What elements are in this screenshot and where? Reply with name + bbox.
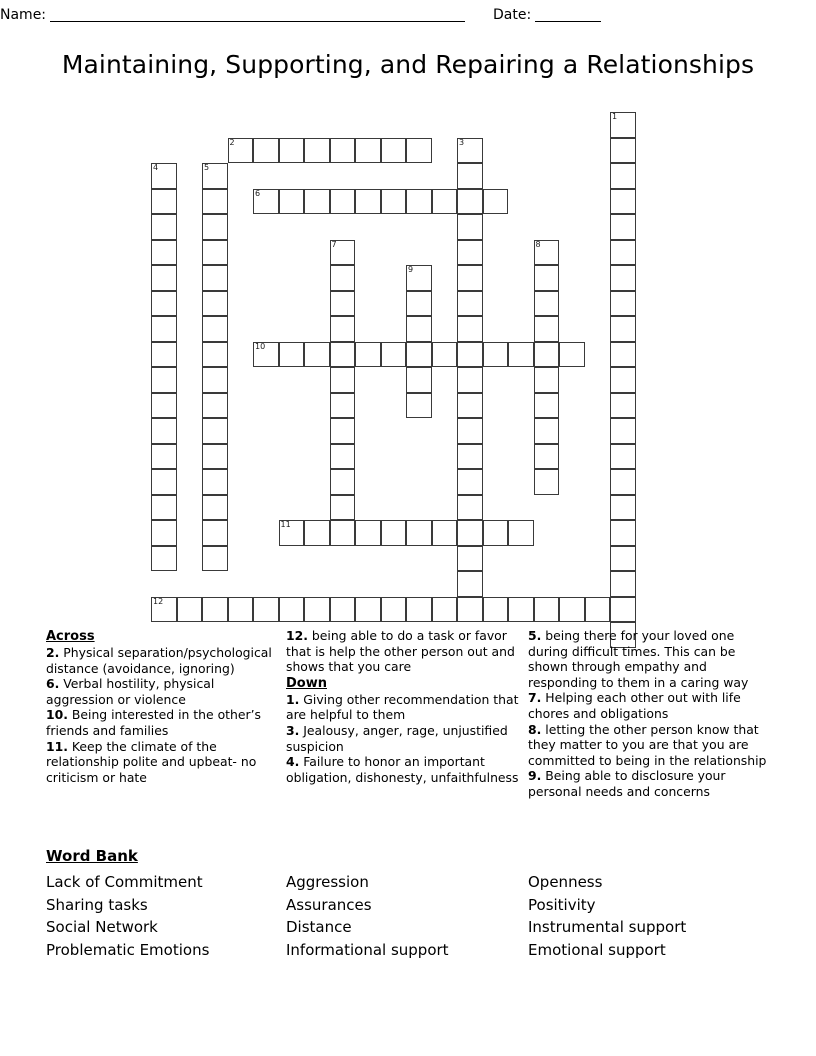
word-bank-item: Aggression	[286, 873, 369, 891]
crossword-cell[interactable]	[355, 138, 381, 164]
crossword-grid[interactable]	[151, 112, 651, 632]
crossword-cell[interactable]	[457, 520, 483, 546]
date-write-line[interactable]	[535, 9, 601, 22]
word-bank-item: Lack of Commitment	[46, 873, 203, 891]
crossword-cell[interactable]	[330, 520, 356, 546]
clues-column-1	[46, 628, 281, 785]
crossword-cell[interactable]	[381, 189, 407, 215]
clue-down: 9. Being able to disclosure your personal needs and concerns	[528, 768, 726, 799]
crossword-cell[interactable]	[610, 163, 636, 189]
clue-down: 8. letting the other person know that they matter to you are that you are committed to being in the relationship	[528, 721, 767, 768]
crossword-cell[interactable]	[304, 342, 330, 368]
word-bank-item: Social Network	[46, 918, 158, 936]
crossword-cell[interactable]	[330, 495, 356, 521]
clue-down: 7. Helping each other out with life chores and obligations	[528, 690, 741, 721]
crossword-cell[interactable]	[355, 342, 381, 368]
crossword-cell[interactable]	[202, 163, 228, 189]
clue-across: 2. Physical separation/psychological distance (avoidance, ignoring)	[46, 645, 272, 676]
crossword-cell[interactable]	[457, 418, 483, 444]
crossword-cell[interactable]	[151, 163, 177, 189]
crossword-cell[interactable]	[610, 393, 636, 419]
crossword-cell[interactable]	[330, 342, 356, 368]
crossword-cell[interactable]	[151, 189, 177, 215]
crossword-cell[interactable]	[610, 597, 636, 623]
crossword-cell[interactable]	[610, 316, 636, 342]
crossword-cell[interactable]	[457, 367, 483, 393]
crossword-cell[interactable]	[406, 138, 432, 164]
crossword-cell[interactable]	[610, 240, 636, 266]
crossword-cell[interactable]	[610, 112, 636, 138]
clue-down: 4. Failure to honor an important obligation, dishonesty, unfaithfulness	[286, 754, 519, 785]
clue-down: 3. Jealousy, anger, rage, unjustified suspicion	[286, 722, 508, 754]
crossword-cell[interactable]	[202, 546, 228, 572]
crossword-cell[interactable]	[457, 316, 483, 342]
crossword-cell[interactable]	[279, 342, 305, 368]
clue-number: 6.	[46, 676, 60, 692]
crossword-cell[interactable]	[330, 597, 356, 623]
word-bank-item: Distance	[286, 918, 352, 936]
crossword-cell[interactable]	[202, 342, 228, 368]
name-date-row	[0, 0, 816, 30]
clue-across: 10. Being interested in the other’s friends and families	[46, 707, 261, 738]
crossword-cell[interactable]	[202, 189, 228, 215]
crossword-cell-number: 9	[408, 265, 414, 274]
crossword-cell[interactable]	[151, 367, 177, 393]
crossword-cell[interactable]	[610, 214, 636, 240]
crossword-cell[interactable]	[355, 597, 381, 623]
crossword-cell[interactable]	[534, 418, 560, 444]
crossword-cell[interactable]	[151, 418, 177, 444]
crossword-cell[interactable]	[304, 138, 330, 164]
crossword-cell[interactable]	[483, 189, 509, 215]
crossword-cell[interactable]	[151, 291, 177, 317]
crossword-cell[interactable]	[534, 291, 560, 317]
crossword-cell[interactable]	[508, 597, 534, 623]
crossword-cell[interactable]	[534, 265, 560, 291]
crossword-cell[interactable]	[202, 495, 228, 521]
clue-number: 11.	[46, 738, 68, 754]
date-label: Date:	[493, 7, 532, 23]
word-bank-item: Instrumental support	[528, 918, 687, 936]
crossword-cell[interactable]	[381, 138, 407, 164]
crossword-cell-number: 12	[153, 596, 164, 606]
crossword-cell[interactable]	[610, 571, 636, 597]
crossword-cell[interactable]	[432, 520, 458, 546]
crossword-cell[interactable]	[279, 520, 305, 546]
crossword-cell[interactable]	[534, 393, 560, 419]
crossword-cell[interactable]	[406, 316, 432, 342]
crossword-cell[interactable]	[202, 520, 228, 546]
name-write-line[interactable]	[50, 9, 465, 22]
down-heading: Down	[286, 675, 327, 691]
crossword-cell[interactable]	[585, 597, 611, 623]
crossword-cell[interactable]	[151, 214, 177, 240]
crossword-cell[interactable]	[406, 265, 432, 291]
crossword-cell[interactable]	[534, 342, 560, 368]
crossword-cell[interactable]	[610, 469, 636, 495]
crossword-cell[interactable]	[457, 189, 483, 215]
crossword-cell[interactable]	[457, 571, 483, 597]
crossword-cell[interactable]	[304, 189, 330, 215]
crossword-cell[interactable]	[202, 393, 228, 419]
crossword-cell[interactable]	[610, 495, 636, 521]
crossword-cell[interactable]	[457, 469, 483, 495]
crossword-cell[interactable]	[610, 520, 636, 546]
crossword-cell[interactable]	[279, 189, 305, 215]
crossword-cell[interactable]	[253, 342, 279, 368]
crossword-cell-number: 6	[255, 188, 261, 198]
crossword-cell-number: 7	[331, 239, 337, 249]
crossword-cell[interactable]	[228, 597, 254, 623]
crossword-cell[interactable]	[151, 265, 177, 291]
crossword-cell[interactable]	[381, 597, 407, 623]
word-bank-heading: Word Bank	[46, 847, 138, 865]
crossword-cell[interactable]	[151, 316, 177, 342]
crossword-cell[interactable]	[304, 520, 330, 546]
crossword-cell-number: 3	[459, 137, 465, 147]
crossword-cell[interactable]	[355, 189, 381, 215]
crossword-cell-number: 8	[535, 239, 541, 249]
word-bank-item: Informational support	[286, 940, 449, 959]
clue-across: 6. Verbal hostility, physical aggression or violence	[46, 676, 215, 707]
clue-number: 7.	[528, 690, 542, 706]
crossword-cell[interactable]	[330, 469, 356, 495]
crossword-cell[interactable]	[202, 316, 228, 342]
crossword-cell[interactable]	[228, 138, 254, 164]
clue-number: 3.	[286, 722, 300, 738]
crossword-cell[interactable]	[202, 265, 228, 291]
crossword-cell[interactable]	[202, 469, 228, 495]
crossword-cell[interactable]	[610, 342, 636, 368]
clue-number: 4.	[286, 754, 300, 770]
crossword-cell[interactable]	[151, 469, 177, 495]
crossword-cell[interactable]	[610, 546, 636, 572]
crossword-cell-number: 10	[255, 341, 266, 351]
crossword-cell[interactable]	[330, 138, 356, 164]
crossword-cell[interactable]	[355, 520, 381, 546]
crossword-cell[interactable]	[534, 444, 560, 470]
crossword-cell[interactable]	[610, 418, 636, 444]
crossword-cell[interactable]	[508, 520, 534, 546]
crossword-cell[interactable]	[381, 520, 407, 546]
crossword-cell[interactable]	[202, 291, 228, 317]
worksheet-title: Maintaining, Supporting, and Repairing a Relationships	[61, 50, 755, 79]
crossword-cell[interactable]	[457, 444, 483, 470]
crossword-cell[interactable]	[534, 597, 560, 623]
crossword-cell[interactable]	[151, 393, 177, 419]
crossword-cell[interactable]	[202, 418, 228, 444]
crossword-cell[interactable]	[406, 520, 432, 546]
crossword-cell[interactable]	[483, 597, 509, 623]
word-bank-item: Emotional support	[528, 940, 666, 959]
crossword-cell-number: 1	[612, 112, 618, 121]
crossword-cell[interactable]	[381, 342, 407, 368]
crossword-cell[interactable]	[330, 265, 356, 291]
clue-number: 10.	[46, 707, 68, 723]
crossword-cell[interactable]	[610, 265, 636, 291]
crossword-cell[interactable]	[534, 367, 560, 393]
crossword-cell[interactable]	[457, 597, 483, 623]
crossword-cell[interactable]	[432, 597, 458, 623]
crossword-cell[interactable]	[151, 520, 177, 546]
crossword-cell[interactable]	[330, 393, 356, 419]
crossword-cell[interactable]	[330, 316, 356, 342]
crossword-cell[interactable]	[610, 367, 636, 393]
crossword-cell-number: 5	[204, 163, 210, 172]
crossword-cell[interactable]	[457, 393, 483, 419]
clue-number: 12.	[286, 628, 308, 643]
word-bank-section	[46, 845, 776, 961]
crossword-cell[interactable]	[304, 597, 330, 623]
crossword-cell[interactable]	[406, 393, 432, 419]
crossword-cell[interactable]	[508, 342, 534, 368]
clues-column-2	[286, 628, 526, 785]
crossword-cell[interactable]	[406, 367, 432, 393]
crossword-cell[interactable]	[406, 189, 432, 215]
crossword-cell[interactable]	[151, 342, 177, 368]
crossword-cell[interactable]	[457, 163, 483, 189]
crossword-cell[interactable]	[253, 189, 279, 215]
clue-number: 5.	[528, 628, 542, 643]
crossword-cell[interactable]	[177, 597, 203, 623]
crossword-cell[interactable]	[202, 214, 228, 240]
crossword-cell[interactable]	[457, 265, 483, 291]
crossword-cell[interactable]	[202, 240, 228, 266]
crossword-cell[interactable]	[151, 597, 177, 623]
crossword-cell[interactable]	[330, 291, 356, 317]
crossword-cell[interactable]	[432, 189, 458, 215]
crossword-cell[interactable]	[432, 342, 458, 368]
clue-across: 12. being able to do a task or favor that is help the other person out and shows that you care	[286, 628, 515, 675]
crossword-cell[interactable]	[534, 240, 560, 266]
crossword-cell[interactable]	[202, 597, 228, 623]
crossword-cell[interactable]	[457, 546, 483, 572]
crossword-cell[interactable]	[559, 597, 585, 623]
crossword-cell[interactable]	[610, 189, 636, 215]
clue-number: 8.	[528, 721, 542, 737]
crossword-cell[interactable]	[483, 520, 509, 546]
crossword-cell[interactable]	[457, 240, 483, 266]
word-bank-item: Assurances	[286, 895, 372, 914]
crossword-cell[interactable]	[610, 444, 636, 470]
crossword-cell[interactable]	[406, 597, 432, 623]
crossword-cell-number: 2	[229, 137, 235, 147]
word-bank-list	[46, 871, 776, 961]
crossword-cell[interactable]	[534, 469, 560, 495]
crossword-cell[interactable]	[330, 189, 356, 215]
crossword-cell[interactable]	[330, 444, 356, 470]
crossword-cell[interactable]	[151, 444, 177, 470]
crossword-cell[interactable]	[457, 214, 483, 240]
clue-number: 1.	[286, 691, 300, 707]
clue-number: 2.	[46, 645, 60, 660]
crossword-cell[interactable]	[457, 342, 483, 368]
crossword-cell-number: 11	[280, 520, 291, 529]
word-bank-item: Problematic Emotions	[46, 940, 210, 959]
crossword-cell[interactable]	[151, 495, 177, 521]
crossword-cell[interactable]	[330, 240, 356, 266]
across-heading: Across	[46, 629, 95, 644]
crossword-cell[interactable]	[559, 342, 585, 368]
crossword-cell[interactable]	[457, 495, 483, 521]
crossword-cell[interactable]	[330, 367, 356, 393]
crossword-cell[interactable]	[253, 597, 279, 623]
crossword-cell-number: 4	[153, 163, 159, 172]
crossword-cell[interactable]	[330, 418, 356, 444]
crossword-cell[interactable]	[610, 291, 636, 317]
clues-column-3	[528, 628, 776, 800]
crossword-cell[interactable]	[202, 444, 228, 470]
clue-down: 5. being there for your loved one during difficult times. This can be shown through empathy and responding to them in a caring way	[528, 628, 749, 690]
crossword-cell[interactable]	[406, 342, 432, 368]
crossword-cell[interactable]	[534, 316, 560, 342]
crossword-cell[interactable]	[253, 138, 279, 164]
clue-number: 9.	[528, 768, 542, 784]
crossword-cell[interactable]	[279, 138, 305, 164]
clue-down: 1. Giving other recommendation that are helpful to them	[286, 691, 519, 723]
clue-across: 11. Keep the climate of the relationship polite and upbeat- no criticism or hate	[46, 738, 257, 785]
crossword-cell[interactable]	[151, 546, 177, 572]
clues-section	[46, 628, 776, 838]
crossword-cell[interactable]	[457, 138, 483, 164]
word-bank-item: Sharing tasks	[46, 895, 148, 914]
crossword-cell[interactable]	[279, 597, 305, 623]
word-bank-item: Openness	[528, 873, 603, 891]
name-label: Name:	[0, 7, 47, 23]
crossword-cell[interactable]	[457, 291, 483, 317]
crossword-cell[interactable]	[202, 367, 228, 393]
crossword-cell[interactable]	[483, 342, 509, 368]
word-bank-item: Positivity	[528, 895, 596, 914]
crossword-cell[interactable]	[406, 291, 432, 317]
crossword-cell[interactable]	[610, 138, 636, 164]
crossword-cell[interactable]	[151, 240, 177, 266]
